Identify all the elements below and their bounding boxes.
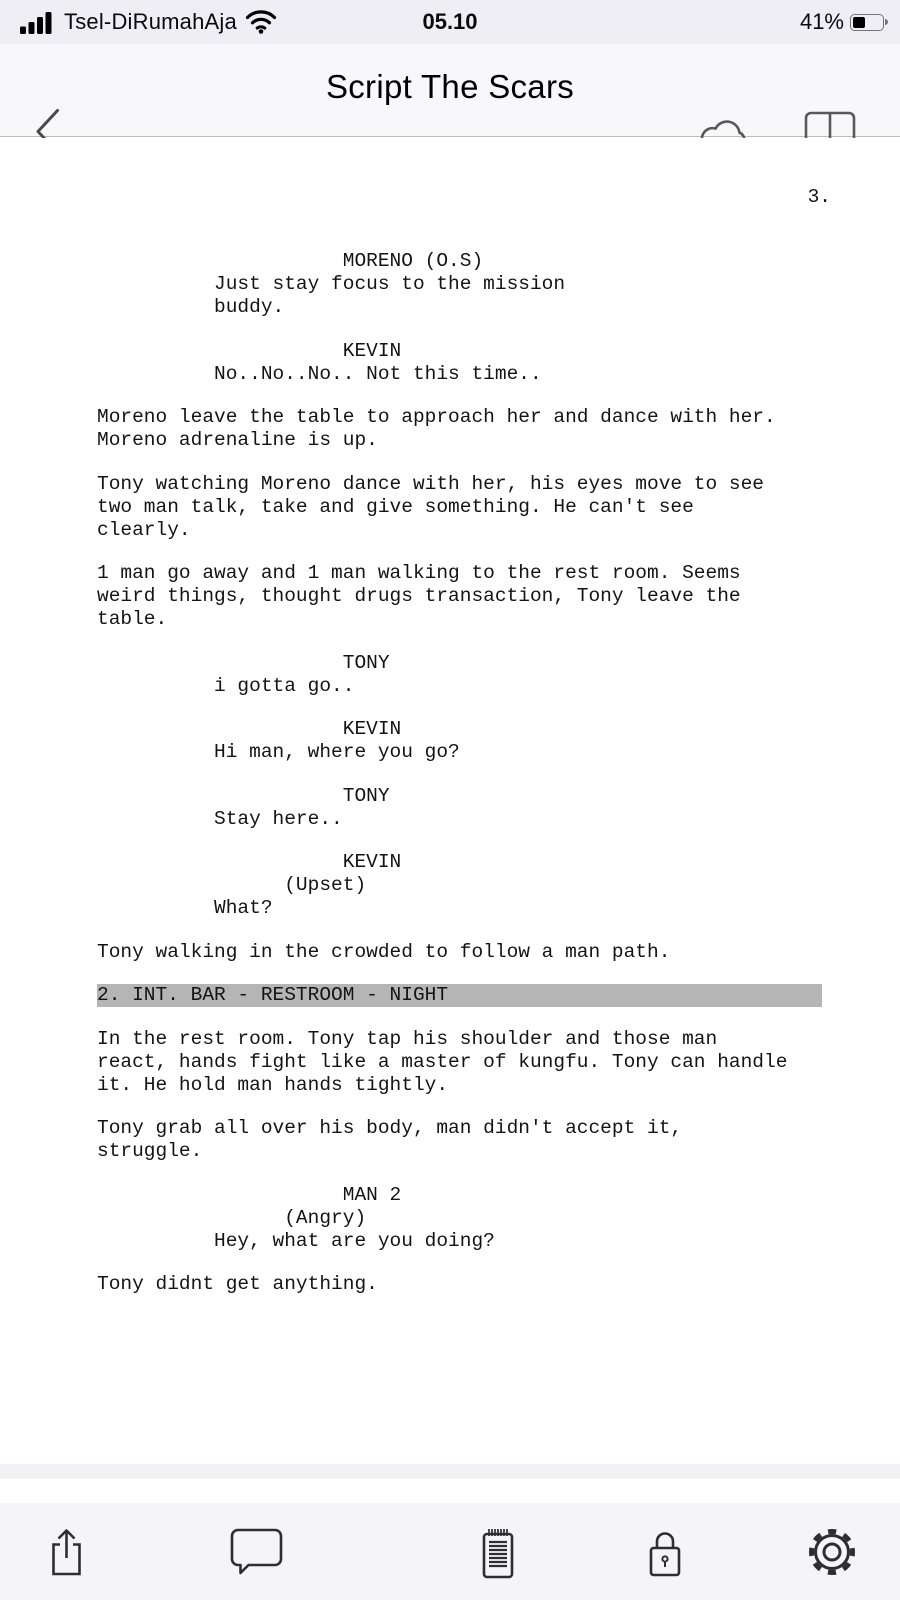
script-line [97, 1253, 900, 1274]
script-line [97, 764, 900, 785]
status-right [800, 9, 884, 35]
battery-percent: 41% [799, 9, 844, 34]
script-line: Tony walking in the crowded to follow a man path. [97, 940, 671, 963]
script-line [97, 452, 900, 473]
script-line: weird things, thought drugs transaction, Tony leave the [97, 585, 741, 607]
script-line [97, 831, 900, 852]
scene-heading-line: 2. INT. BAR - RESTROOM - NIGHT [97, 984, 822, 1007]
script-line: Tony watching Moreno dance with her, his eyes move to see [97, 472, 765, 495]
carrier-label: Tsel-DiRumahAja [64, 9, 237, 34]
script-line: table. [97, 608, 168, 630]
script-line: MAN 2 [97, 1183, 402, 1206]
clock: 05.10 [422, 9, 478, 34]
script-line: KEVIN [97, 718, 402, 740]
notes-button[interactable] [466, 1503, 530, 1600]
script-line: No..No..No.. Not this time.. [97, 362, 542, 385]
script-line: (Angry) [97, 1206, 367, 1229]
script-line [97, 1007, 900, 1028]
script-line: Tony didnt get anything. [97, 1273, 378, 1295]
script-line: Hi man, where you go? [97, 741, 460, 763]
script-line: react, hands fight like a master of kungfu. Tony can handle [97, 1050, 788, 1073]
battery-fill [853, 17, 865, 28]
page-gap [0, 1464, 900, 1479]
script-line [97, 386, 900, 407]
bottom-toolbar [0, 1503, 900, 1600]
script-line [97, 319, 900, 340]
notes-icon [478, 1525, 518, 1579]
script-line [97, 964, 900, 985]
script-line: it. He hold man hands tightly. [97, 1073, 449, 1096]
script-line: buddy. [97, 296, 285, 318]
script-line: Stay here.. [97, 807, 343, 830]
script-line: Moreno adrenaline is up. [97, 429, 378, 451]
share-button[interactable] [34, 1503, 98, 1600]
script-line: (Upset) [97, 874, 367, 896]
script-line: KEVIN [97, 851, 402, 873]
script-line [97, 920, 900, 941]
comment-button[interactable] [225, 1503, 289, 1600]
settings-button[interactable] [800, 1503, 864, 1600]
settings-icon [806, 1526, 858, 1578]
page-number: 3. [807, 186, 831, 208]
script-line [97, 631, 900, 652]
status-bar [0, 0, 900, 44]
script-line: What? [97, 897, 273, 919]
script-line [97, 1097, 900, 1118]
script-line [97, 542, 900, 563]
script-line: TONY [97, 651, 390, 674]
script-line: Tony grab all over his body, man didn't accept it, [97, 1117, 683, 1139]
script-line: TONY [97, 784, 390, 807]
comment-icon [230, 1528, 284, 1576]
share-icon [48, 1527, 85, 1577]
script-line: KEVIN [97, 339, 402, 362]
page-title: Script The Scars [325, 68, 575, 105]
script-line: i gotta go.. [97, 674, 355, 697]
lock-button[interactable] [633, 1503, 697, 1600]
script-page [0, 138, 900, 1464]
script-line: Just stay focus to the mission [97, 273, 566, 295]
battery-icon [850, 14, 884, 31]
script-line: two man talk, take and give something. He can't see [97, 495, 694, 518]
script-line: MORENO (O.S) [97, 250, 484, 272]
script-line [97, 209, 900, 230]
next-page-top [0, 1479, 900, 1503]
nav-bar [0, 44, 900, 137]
script-lines [97, 186, 900, 1296]
script-line [97, 1163, 900, 1184]
script-line [97, 230, 900, 251]
script-line: In the rest room. Tony tap his shoulder and those man [97, 1027, 718, 1050]
script-line [97, 698, 900, 719]
script-line: Moreno leave the table to approach her and dance with her. [97, 406, 776, 428]
script-line: struggle. [97, 1140, 203, 1162]
lock-icon [645, 1527, 685, 1577]
script-line: Hey, what are you doing? [97, 1229, 495, 1252]
script-line: clearly. [97, 518, 191, 541]
script-line: 1 man go away and 1 man walking to the rest room. Seems [97, 562, 741, 584]
